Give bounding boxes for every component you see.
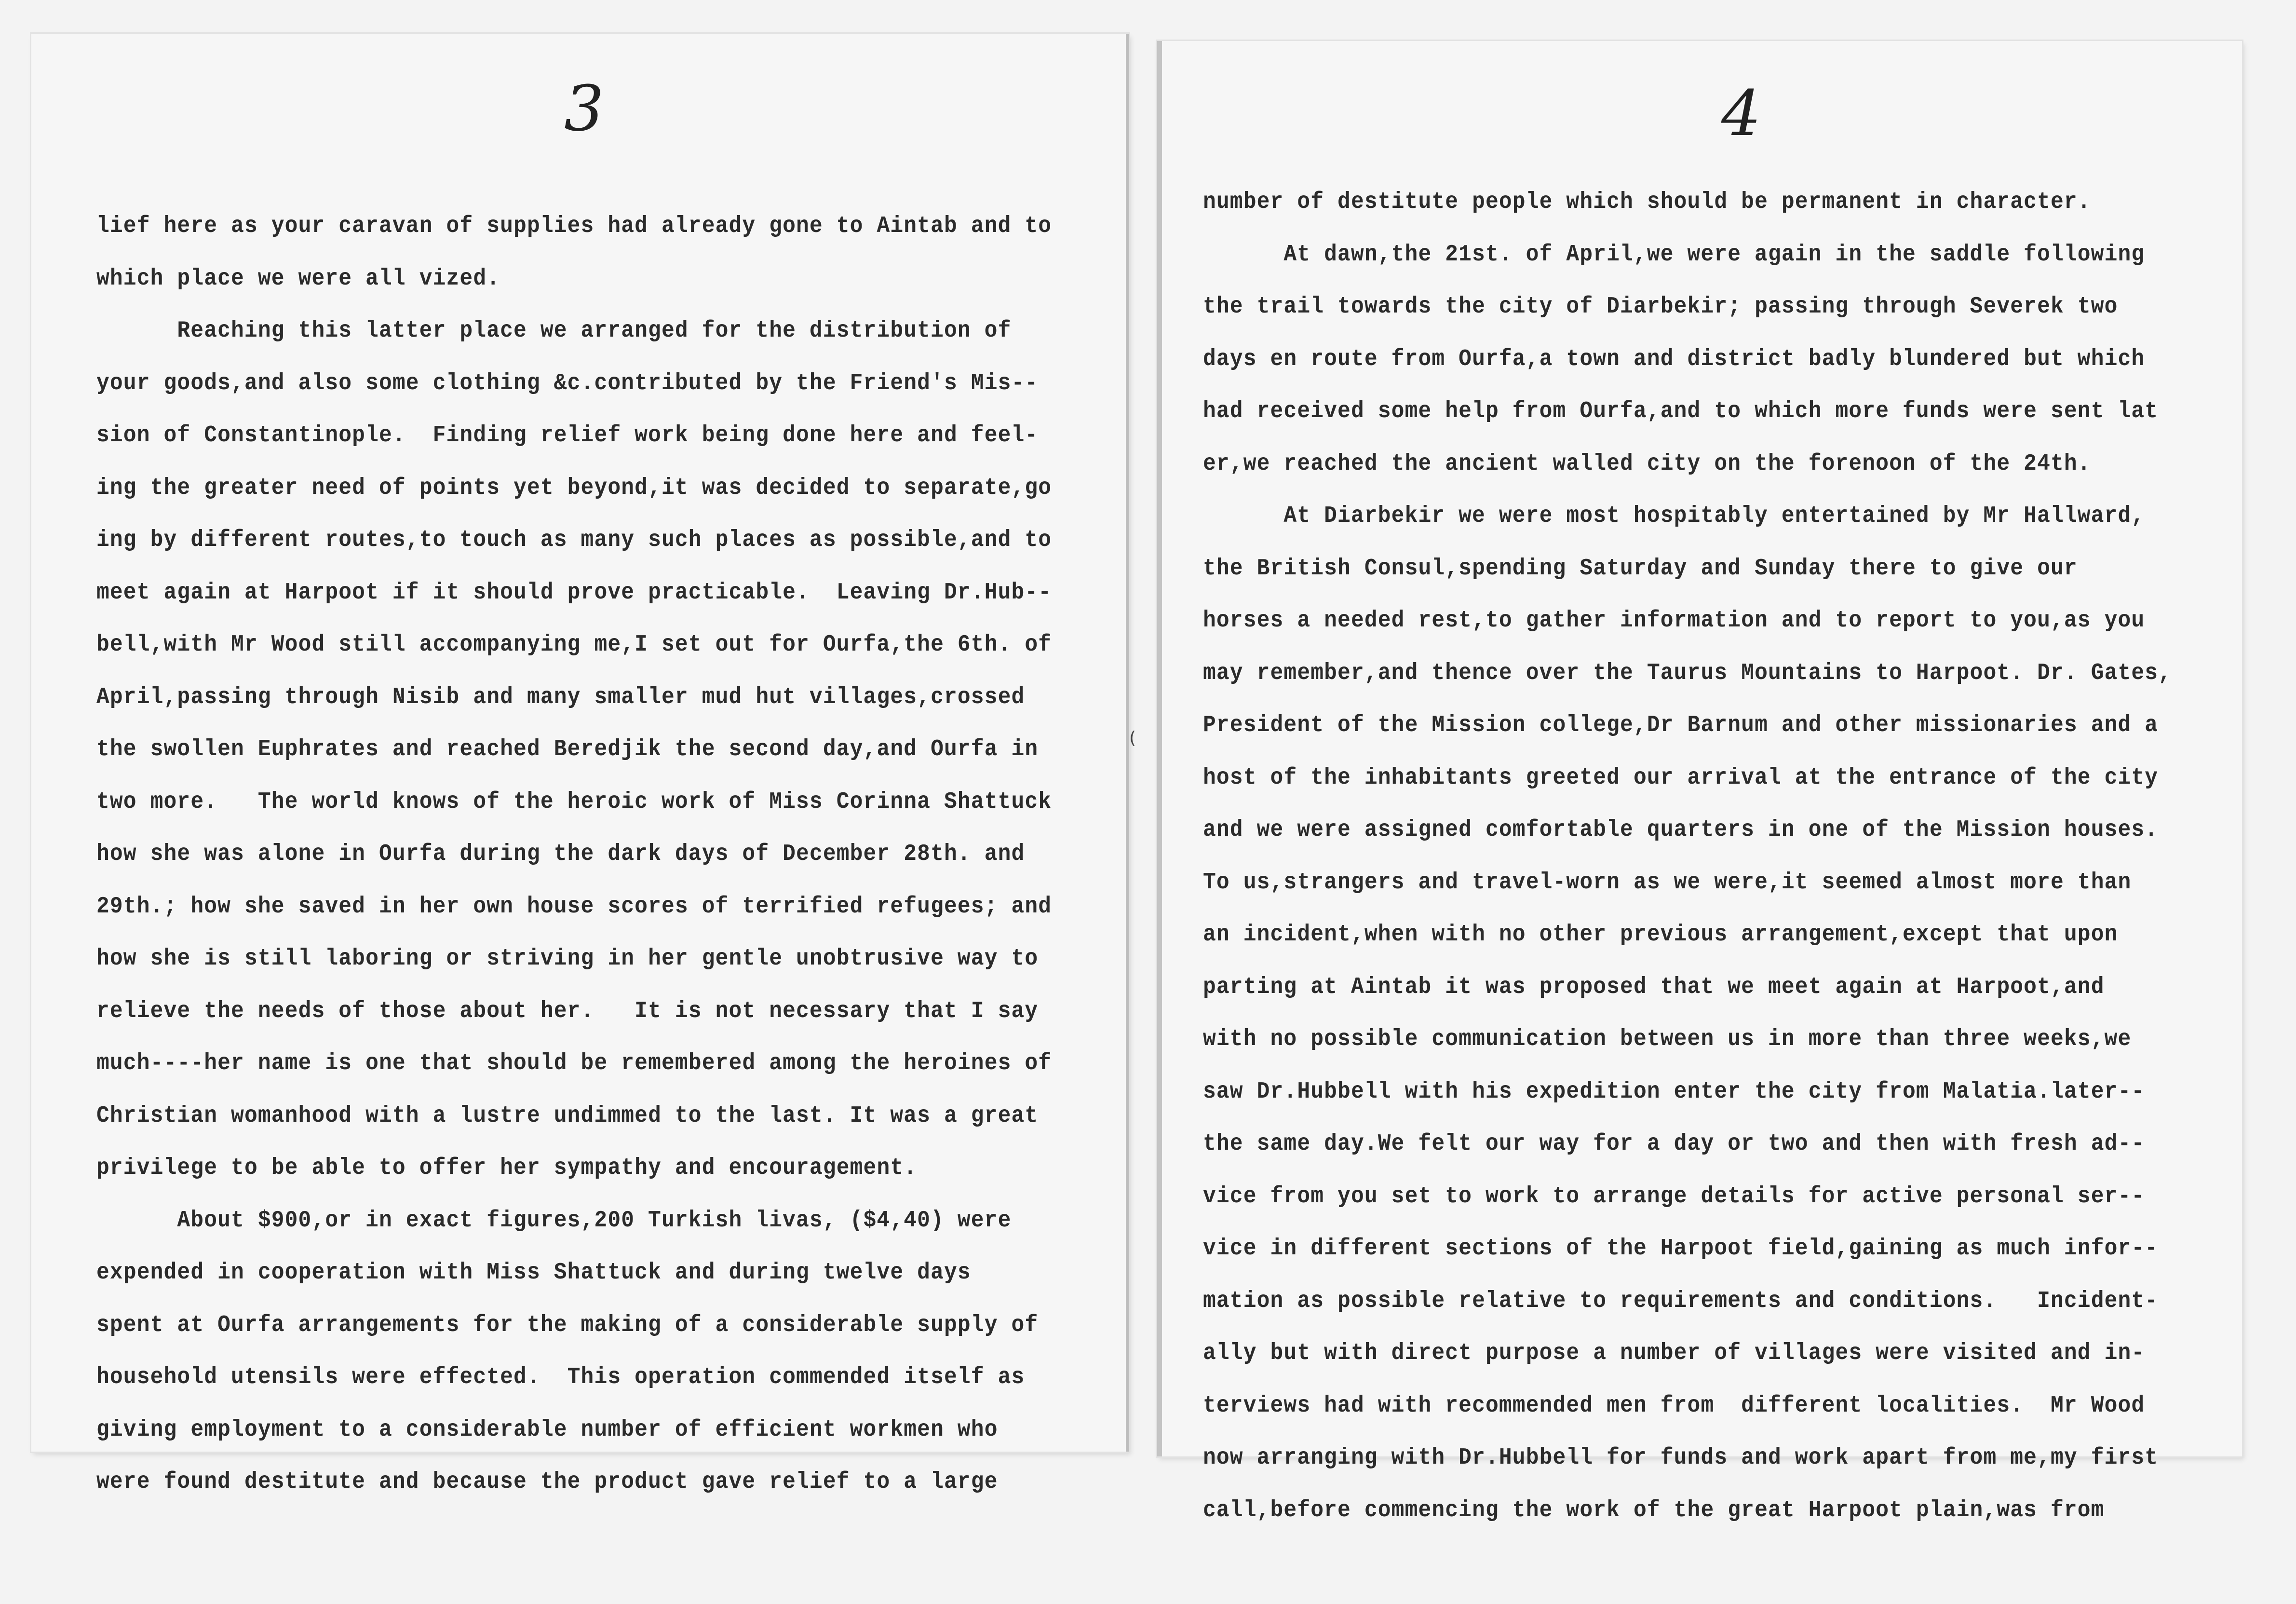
text-line: To us,strangers and travel-worn as we were,it seemed almost more than xyxy=(1203,869,2132,896)
text-line: saw Dr.Hubbell with his expedition enter the city from Malatia.later-- xyxy=(1203,1078,2145,1105)
text-line: 29th.; how she saved in her own house scores of terrified refugees; and xyxy=(96,893,1052,920)
text-line: how she was alone in Ourfa during the dark days of December 28th. and xyxy=(96,841,1025,867)
text-line: ing by different routes,to touch as many such places as possible,and to xyxy=(96,527,1052,553)
text-line: bell,with Mr Wood still accompanying me,I set out for Ourfa,the 6th. of xyxy=(96,632,1052,658)
text-line: now arranging with Dr.Hubbell for funds and work apart from me,my first xyxy=(1203,1445,2159,1471)
text-line: the trail towards the city of Diarbekir; passing through Severek two xyxy=(1203,294,2118,320)
handwritten-page-number: 3 xyxy=(564,72,604,145)
text-line: how she is still laboring or striving in her gentle unobtrusive way to xyxy=(96,946,1039,972)
text-line: number of destitute people which should be permanent in character. xyxy=(1203,189,2091,215)
text-line: the British Consul,spending Saturday and Sunday there to give our xyxy=(1203,555,2078,582)
text-line: About $900,or in exact figures,200 Turkish livas, ($4,40) were xyxy=(177,1207,1012,1234)
text-line: At dawn,the 21st. of April,we were again in the saddle following xyxy=(1283,241,2145,268)
text-line: may remember,and thence over the Taurus Mountains to Harpoot. Dr. Gates, xyxy=(1203,660,2172,686)
text-line: sion of Constantinople. Finding relief work being done here and feel- xyxy=(96,422,1039,449)
text-line: meet again at Harpoot if it should prove practicable. Leaving Dr.Hub-- xyxy=(96,579,1052,606)
typed-text-block xyxy=(96,200,1094,1509)
text-line: an incident,when with no other previous arrangement,except that upon xyxy=(1203,922,2118,948)
text-line: horses a needed rest,to gather information and to report to you,as you xyxy=(1203,608,2145,634)
text-line: lief here as your caravan of supplies had already gone to Aintab and to xyxy=(96,213,1052,239)
gutter-mark: ( xyxy=(1129,728,1136,748)
text-line: Reaching this latter place we arranged for the distribution of xyxy=(177,318,1012,344)
text-line: household utensils were effected. This operation commended itself as xyxy=(96,1364,1025,1390)
text-line: parting at Aintab it was proposed that we meet again at Harpoot,and xyxy=(1203,974,2105,1000)
text-line: ally but with direct purpose a number of villages were visited and in- xyxy=(1203,1340,2145,1366)
text-line: with no possible communication between us in more than three weeks,we xyxy=(1203,1026,2132,1052)
text-line: April,passing through Nisib and many smaller mud hut villages,crossed xyxy=(96,684,1025,710)
text-line: vice in different sections of the Harpoot field,gaining as much infor-- xyxy=(1203,1236,2159,1262)
text-line: ing the greater need of points yet beyond,it was decided to separate,go xyxy=(96,475,1052,501)
text-line: relieve the needs of those about her. It is not necessary that I say xyxy=(96,998,1039,1024)
text-line: call,before commencing the work of the great Harpoot plain,was from xyxy=(1203,1497,2105,1523)
text-line: host of the inhabitants greeted our arrival at the entrance of the city xyxy=(1203,764,2159,791)
text-line: President of the Mission college,Dr Barnum and other missionaries and a xyxy=(1203,712,2159,738)
document-page-4 xyxy=(1157,41,2242,1523)
text-line: mation as possible relative to requirements and conditions. Incident- xyxy=(1203,1288,2159,1314)
document-page-3 xyxy=(31,34,1129,1495)
text-line: were found destitute and because the product gave relief to a large xyxy=(96,1469,998,1495)
text-line: Christian womanhood with a lustre undimmed to the last. It was a great xyxy=(96,1102,1039,1129)
text-line: terviews had with recommended men from different localities. Mr Wood xyxy=(1203,1392,2145,1419)
text-line: had received some help from Ourfa,and to which more funds were sent lat xyxy=(1203,398,2159,424)
text-line: expended in cooperation with Miss Shattuck and during twelve days xyxy=(96,1260,971,1286)
text-line: two more. The world knows of the heroic work of Miss Corinna Shattuck xyxy=(96,788,1052,815)
text-line: the swollen Euphrates and reached Beredjik the second day,and Ourfa in xyxy=(96,736,1039,762)
text-line: much----her name is one that should be remembered among the heroines of xyxy=(96,1050,1052,1076)
text-line: er,we reached the ancient walled city on the forenoon of the 24th. xyxy=(1203,450,2091,477)
text-line: your goods,and also some clothing &c.contributed by the Friend's Mis-- xyxy=(96,370,1039,396)
text-line: spent at Ourfa arrangements for the making of a considerable supply of xyxy=(96,1312,1039,1338)
text-line: giving employment to a considerable number of efficient workmen who xyxy=(96,1416,998,1443)
text-line: At Diarbekir we were most hospitably entertained by Mr Hallward, xyxy=(1283,503,2145,529)
text-line: and we were assigned comfortable quarters in one of the Mission houses. xyxy=(1203,817,2159,843)
text-line: which place we were all vized. xyxy=(96,265,500,292)
typed-text-block xyxy=(1203,176,2191,1536)
handwritten-page-number: 4 xyxy=(1721,77,1761,150)
text-line: the same day.We felt our way for a day or two and then with fresh ad-- xyxy=(1203,1131,2145,1157)
text-line: days en route from Ourfa,a town and district badly blundered but which xyxy=(1203,346,2145,372)
text-line: privilege to be able to offer her sympathy and encouragement. xyxy=(96,1155,918,1181)
text-line: vice from you set to work to arrange details for active personal ser-- xyxy=(1203,1183,2145,1210)
